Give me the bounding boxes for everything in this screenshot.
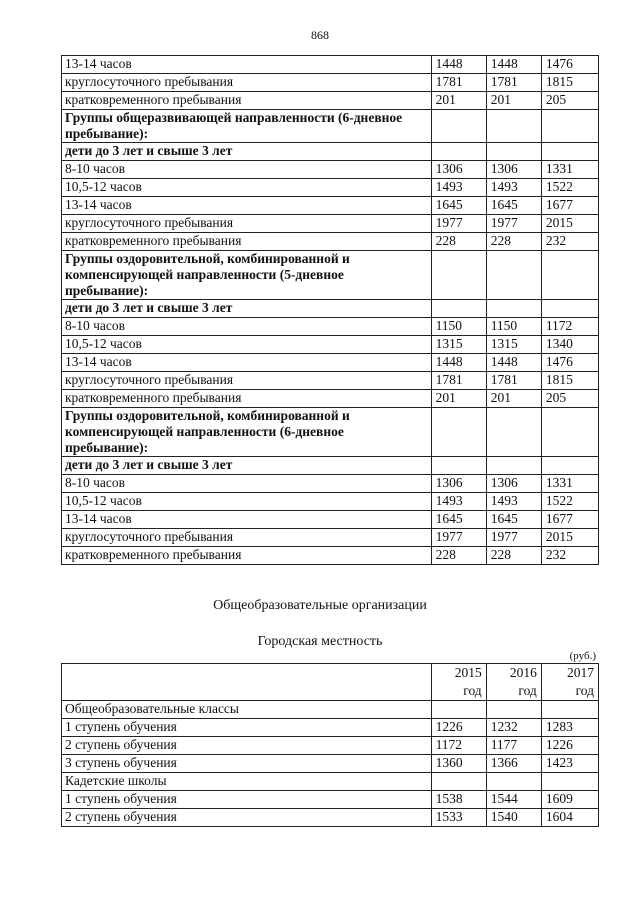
value-cell <box>431 701 486 719</box>
value-cell: 1493 <box>486 493 541 511</box>
header-empty-cell <box>62 664 432 701</box>
value-cell <box>486 773 541 791</box>
value-cell: 1781 <box>486 372 541 390</box>
row-label-cell: 10,5-12 часов <box>62 179 432 197</box>
value-cell <box>486 251 541 300</box>
value-cell: 1448 <box>431 56 486 74</box>
row-label-cell: 13-14 часов <box>62 354 432 372</box>
value-cell <box>541 701 598 719</box>
table-row <box>62 773 599 791</box>
row-label-cell: 13-14 часов <box>62 197 432 215</box>
value-cell: 1522 <box>541 179 598 197</box>
value-cell: 1544 <box>486 791 541 809</box>
table-row <box>62 529 599 547</box>
row-label-cell: кратковременного пребывания <box>62 547 432 565</box>
value-cell: 1306 <box>431 161 486 179</box>
value-cell <box>431 457 486 475</box>
value-cell <box>486 143 541 161</box>
header-row <box>62 664 599 701</box>
value-cell <box>431 110 486 143</box>
value-cell: 1306 <box>486 161 541 179</box>
table-row <box>62 197 599 215</box>
row-label-cell: 13-14 часов <box>62 511 432 529</box>
subsection-title: Городская местность <box>257 634 383 649</box>
value-cell: 1172 <box>431 737 486 755</box>
value-cell: 1781 <box>431 372 486 390</box>
table-row <box>62 809 599 827</box>
value-cell <box>541 251 598 300</box>
value-cell: 1150 <box>431 318 486 336</box>
value-cell: 205 <box>541 390 598 408</box>
row-label-cell: Общеобразовательные классы <box>62 701 432 719</box>
value-cell <box>431 408 486 457</box>
row-label-cell: круглосуточного пребывания <box>62 74 432 92</box>
value-cell <box>431 300 486 318</box>
row-label-cell: Кадетские школы <box>62 773 432 791</box>
header-year-suffix: год <box>518 683 537 698</box>
group-heading-cell: Группы оздоровительной, комбинированной и компенсирующей направленности (6-дневное пребывание): <box>62 408 432 457</box>
value-cell: 1815 <box>541 74 598 92</box>
value-cell <box>486 110 541 143</box>
row-label-cell: 8-10 часов <box>62 318 432 336</box>
table-row <box>62 511 599 529</box>
value-cell: 1340 <box>541 336 598 354</box>
value-cell: 1493 <box>431 493 486 511</box>
value-cell: 228 <box>431 233 486 251</box>
header-year-suffix: год <box>463 683 482 698</box>
table-row <box>62 791 599 809</box>
group-heading-cell: дети до 3 лет и свыше 3 лет <box>62 457 432 475</box>
row-label-cell: кратковременного пребывания <box>62 233 432 251</box>
table-row <box>62 92 599 110</box>
value-cell: 1226 <box>541 737 598 755</box>
header-year-value: 2017 <box>567 665 594 680</box>
value-cell: 1476 <box>541 56 598 74</box>
value-cell <box>541 408 598 457</box>
value-cell: 1226 <box>431 719 486 737</box>
value-cell: 1177 <box>486 737 541 755</box>
table-row <box>62 475 599 493</box>
table-row <box>62 336 599 354</box>
row-label-cell: 1 ступень обучения <box>62 791 432 809</box>
row-label-cell: круглосуточного пребывания <box>62 372 432 390</box>
value-cell: 1977 <box>486 529 541 547</box>
value-cell: 201 <box>486 92 541 110</box>
row-label-cell: 8-10 часов <box>62 475 432 493</box>
row-label-cell: 2 ступень обучения <box>62 737 432 755</box>
table-row <box>62 56 599 74</box>
value-cell: 1232 <box>486 719 541 737</box>
header-year-2016 <box>486 664 541 701</box>
value-cell: 1677 <box>541 511 598 529</box>
value-cell: 1493 <box>486 179 541 197</box>
table-row <box>62 161 599 179</box>
tariff-table-schools <box>61 663 599 827</box>
value-cell <box>431 251 486 300</box>
value-cell: 1677 <box>541 197 598 215</box>
table-row <box>62 408 599 457</box>
group-heading-cell: Группы оздоровительной, комбинированной и компенсирующей направленности (5-дневное пребывание): <box>62 251 432 300</box>
table-row <box>62 755 599 773</box>
value-cell <box>486 300 541 318</box>
row-label-cell: 2 ступень обучения <box>62 809 432 827</box>
tariff-table-schools-body <box>62 701 599 827</box>
value-cell: 1360 <box>431 755 486 773</box>
row-label-cell: 3 ступень обучения <box>62 755 432 773</box>
table-row <box>62 179 599 197</box>
value-cell <box>541 110 598 143</box>
row-label-cell: кратковременного пребывания <box>62 92 432 110</box>
table-row <box>62 354 599 372</box>
value-cell: 1448 <box>431 354 486 372</box>
value-cell: 1604 <box>541 809 598 827</box>
value-cell: 1977 <box>431 529 486 547</box>
value-cell: 1306 <box>431 475 486 493</box>
group-heading-cell: дети до 3 лет и свыше 3 лет <box>62 300 432 318</box>
value-cell: 1645 <box>431 197 486 215</box>
value-cell: 1331 <box>541 475 598 493</box>
value-cell: 1331 <box>541 161 598 179</box>
table-row <box>62 215 599 233</box>
value-cell: 1423 <box>541 755 598 773</box>
value-cell: 228 <box>431 547 486 565</box>
row-label-cell: круглосуточного пребывания <box>62 529 432 547</box>
value-cell: 1283 <box>541 719 598 737</box>
value-cell <box>541 773 598 791</box>
value-cell: 1645 <box>431 511 486 529</box>
value-cell: 1172 <box>541 318 598 336</box>
value-cell: 1781 <box>431 74 486 92</box>
table-row <box>62 110 599 143</box>
tariff-table-preschool <box>61 55 599 565</box>
value-cell: 1448 <box>486 56 541 74</box>
value-cell: 2015 <box>541 529 598 547</box>
row-label-cell: 10,5-12 часов <box>62 336 432 354</box>
table-row <box>62 547 599 565</box>
row-label-cell: круглосуточного пребывания <box>62 215 432 233</box>
row-label-cell: 1 ступень обучения <box>62 719 432 737</box>
page-number: 868 <box>311 28 329 42</box>
value-cell: 1815 <box>541 372 598 390</box>
row-label-cell: кратковременного пребывания <box>62 390 432 408</box>
value-cell: 1977 <box>486 215 541 233</box>
value-cell: 1977 <box>431 215 486 233</box>
value-cell: 1540 <box>486 809 541 827</box>
table-row <box>62 372 599 390</box>
row-label-cell: 8-10 часов <box>62 161 432 179</box>
value-cell <box>541 300 598 318</box>
value-cell: 201 <box>486 390 541 408</box>
value-cell: 1533 <box>431 809 486 827</box>
value-cell: 228 <box>486 233 541 251</box>
value-cell: 232 <box>541 233 598 251</box>
table-row <box>62 493 599 511</box>
value-cell: 1366 <box>486 755 541 773</box>
value-cell: 1538 <box>431 791 486 809</box>
value-cell <box>541 143 598 161</box>
table-row <box>62 701 599 719</box>
value-cell: 1645 <box>486 197 541 215</box>
header-year-value: 2016 <box>509 665 537 680</box>
units-note: (руб.) <box>569 650 596 662</box>
value-cell: 1150 <box>486 318 541 336</box>
value-cell: 1476 <box>541 354 598 372</box>
section-title: Общеобразовательные организации <box>213 598 427 613</box>
value-cell: 1493 <box>431 179 486 197</box>
row-label-cell: 13-14 часов <box>62 56 432 74</box>
value-cell: 1645 <box>486 511 541 529</box>
value-cell: 1448 <box>486 354 541 372</box>
value-cell: 205 <box>541 92 598 110</box>
table-row <box>62 74 599 92</box>
row-label-cell: 10,5-12 часов <box>62 493 432 511</box>
table-row <box>62 737 599 755</box>
value-cell: 1609 <box>541 791 598 809</box>
group-heading-cell: дети до 3 лет и свыше 3 лет <box>62 143 432 161</box>
header-year-2017 <box>541 664 598 701</box>
value-cell: 201 <box>431 92 486 110</box>
tariff-table-preschool-body <box>62 56 599 565</box>
value-cell <box>486 701 541 719</box>
value-cell: 1522 <box>541 493 598 511</box>
value-cell: 232 <box>541 547 598 565</box>
value-cell: 1306 <box>486 475 541 493</box>
group-heading-cell: Группы общеразвивающей направленности (6-дневное пребывание): <box>62 110 432 143</box>
header-year-value: 2015 <box>454 665 482 680</box>
table-row <box>62 143 599 161</box>
table-row <box>62 457 599 475</box>
table-row <box>62 300 599 318</box>
table-row <box>62 318 599 336</box>
table-row <box>62 390 599 408</box>
value-cell: 1781 <box>486 74 541 92</box>
table-row <box>62 251 599 300</box>
value-cell: 228 <box>486 547 541 565</box>
value-cell <box>486 457 541 475</box>
value-cell: 2015 <box>541 215 598 233</box>
header-year-2015 <box>431 664 486 701</box>
value-cell <box>541 457 598 475</box>
header-year-suffix: год <box>575 683 594 698</box>
value-cell: 1315 <box>486 336 541 354</box>
table-row <box>62 233 599 251</box>
value-cell <box>431 773 486 791</box>
value-cell: 1315 <box>431 336 486 354</box>
value-cell <box>431 143 486 161</box>
value-cell <box>486 408 541 457</box>
value-cell: 201 <box>431 390 486 408</box>
table-row <box>62 719 599 737</box>
